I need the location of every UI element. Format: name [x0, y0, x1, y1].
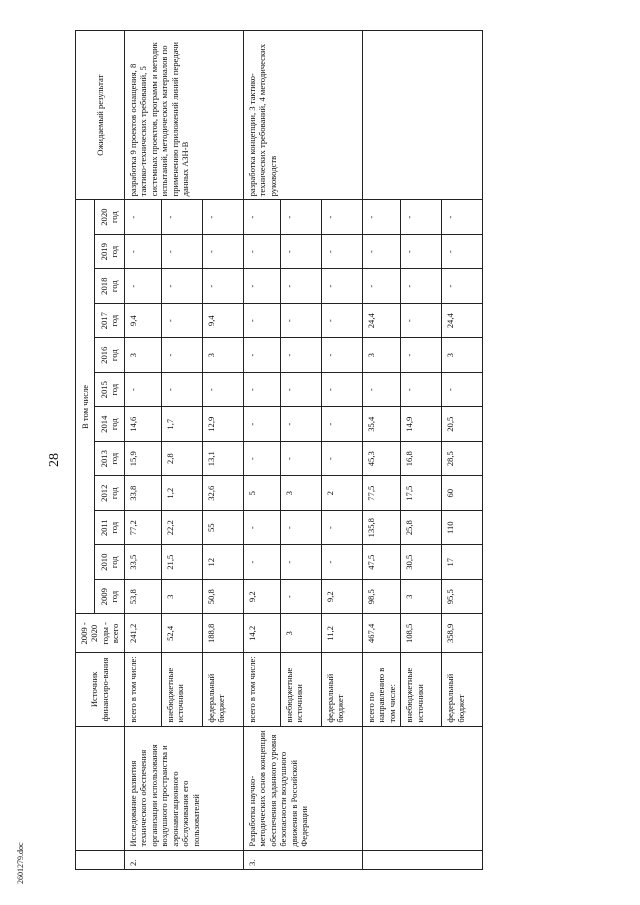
header-year: 2009 год	[94, 579, 124, 614]
year-value: -	[280, 579, 321, 614]
year-value: 17,5	[401, 476, 442, 511]
total-value: 14,2	[243, 614, 280, 653]
expected-result	[362, 31, 482, 200]
funding-source: внебюджетные источники	[280, 653, 321, 726]
financing-table	[75, 30, 483, 870]
row-number	[362, 850, 482, 869]
header-year: 2019 год	[94, 234, 124, 269]
year-value: -	[280, 441, 321, 476]
header-year: 2011 год	[94, 510, 124, 545]
year-value: -	[124, 234, 161, 269]
year-value: 60	[442, 476, 483, 511]
year-value: -	[243, 303, 280, 338]
year-value: 47,5	[362, 545, 400, 580]
year-value: 35,4	[362, 407, 400, 442]
total-value: 188,8	[202, 614, 243, 653]
year-value: -	[321, 200, 362, 235]
year-value: 17	[442, 545, 483, 580]
year-value: -	[243, 234, 280, 269]
year-value: -	[243, 338, 280, 373]
year-value: -	[243, 200, 280, 235]
year-value: -	[280, 303, 321, 338]
year-value: 33,5	[124, 545, 161, 580]
header-year: 2010 год	[94, 545, 124, 580]
funding-source: федеральный бюджет	[202, 653, 243, 726]
header-year: 2015 год	[94, 372, 124, 407]
year-value: -	[161, 200, 202, 235]
year-value: -	[161, 269, 202, 304]
header-year: 2017 год	[94, 303, 124, 338]
year-value: 9,4	[202, 303, 243, 338]
header-year: 2016 год	[94, 338, 124, 373]
year-value: -	[202, 269, 243, 304]
page-number: 28	[47, 453, 62, 467]
year-value: -	[243, 441, 280, 476]
year-value: 1,7	[161, 407, 202, 442]
year-value: 24,4	[442, 303, 483, 338]
funding-source: всего в том числе:	[124, 653, 161, 726]
funding-source: федеральный бюджет	[442, 653, 483, 726]
year-value: -	[321, 338, 362, 373]
year-value: -	[280, 407, 321, 442]
year-value: 14,9	[401, 407, 442, 442]
year-value: 3	[161, 579, 202, 614]
year-value: 12,9	[202, 407, 243, 442]
document-id: 2601279.doc	[16, 842, 25, 884]
funding-source: внебюджетные источники	[161, 653, 202, 726]
header-including: В том числе	[76, 200, 95, 614]
year-value: -	[442, 269, 483, 304]
year-value: -	[321, 303, 362, 338]
year-value: -	[442, 200, 483, 235]
year-value: -	[161, 303, 202, 338]
year-value: -	[401, 303, 442, 338]
year-value: 55	[202, 510, 243, 545]
year-value: -	[202, 234, 243, 269]
header-source: Источник финансиро-вания	[76, 653, 125, 726]
header-name	[76, 726, 125, 850]
year-value: -	[321, 269, 362, 304]
year-value: 2	[321, 476, 362, 511]
year-value: 45,3	[362, 441, 400, 476]
year-value: 9,2	[243, 579, 280, 614]
year-value: -	[321, 372, 362, 407]
year-value: -	[442, 234, 483, 269]
total-value: 11,2	[321, 614, 362, 653]
year-value: 12	[202, 545, 243, 580]
expected-result: разработка 9 проектов оснащения, 8 тактико-технических требований, 5 системных проектов, программ и методик испытаний, методических материалов по применению приложений линий передачи данных АЗН-В	[124, 31, 243, 200]
year-value: 28,5	[442, 441, 483, 476]
year-value: -	[161, 234, 202, 269]
table-row	[243, 31, 280, 870]
year-value: -	[280, 338, 321, 373]
year-value: -	[362, 372, 400, 407]
year-value: -	[243, 545, 280, 580]
year-value: 30,5	[401, 545, 442, 580]
header-row-1	[76, 31, 95, 870]
year-value: 5	[243, 476, 280, 511]
year-value: 25,8	[401, 510, 442, 545]
expected-result: разработка концепции, 3 тактико-технических требований, 4 методических руководств	[243, 31, 362, 200]
year-value: 20,5	[442, 407, 483, 442]
year-value: 3	[280, 476, 321, 511]
year-value: 3	[124, 338, 161, 373]
year-value: 14,6	[124, 407, 161, 442]
year-value: 3	[442, 338, 483, 373]
year-value: -	[401, 234, 442, 269]
year-value: 15,9	[124, 441, 161, 476]
year-value: -	[401, 269, 442, 304]
year-value: 77,5	[362, 476, 400, 511]
year-value: 22,2	[161, 510, 202, 545]
funding-source: всего по направлению в том числе:	[362, 653, 400, 726]
year-value: 9,4	[124, 303, 161, 338]
header-year: 2020 год	[94, 200, 124, 235]
year-value: -	[124, 269, 161, 304]
year-value: 21,5	[161, 545, 202, 580]
table-row	[124, 31, 161, 870]
year-value: 50,8	[202, 579, 243, 614]
year-value: 16,8	[401, 441, 442, 476]
year-value: 95,5	[442, 579, 483, 614]
total-value: 3	[280, 614, 321, 653]
year-value: -	[362, 269, 400, 304]
year-value: 24,4	[362, 303, 400, 338]
year-value: -	[280, 234, 321, 269]
year-value: 110	[442, 510, 483, 545]
year-value: -	[161, 372, 202, 407]
year-value: -	[442, 372, 483, 407]
funding-source: внебюджетные источники	[401, 653, 442, 726]
year-value: -	[401, 372, 442, 407]
rotated-table-wrapper	[75, 30, 620, 870]
year-value: -	[362, 234, 400, 269]
year-value: -	[321, 545, 362, 580]
year-value: -	[280, 545, 321, 580]
year-value: -	[362, 200, 400, 235]
year-value: -	[280, 269, 321, 304]
total-value: 108,5	[401, 614, 442, 653]
year-value: -	[243, 407, 280, 442]
total-value: 241,2	[124, 614, 161, 653]
year-value: 33,8	[124, 476, 161, 511]
year-value: 32,6	[202, 476, 243, 511]
header-year: 2014 год	[94, 407, 124, 442]
activity-name: Разработка научно-методических основ концепции обеспечения заданного уровня безопасности воздушного движения в Российской Федерации	[243, 726, 362, 850]
header-num	[76, 850, 125, 869]
year-value: -	[321, 234, 362, 269]
year-value: -	[124, 200, 161, 235]
header-year: 2012 год	[94, 476, 124, 511]
year-value: 3	[362, 338, 400, 373]
table-row	[362, 31, 400, 870]
header-year: 2013 год	[94, 441, 124, 476]
year-value: -	[202, 372, 243, 407]
year-value: 9,2	[321, 579, 362, 614]
total-value: 358,9	[442, 614, 483, 653]
year-value: -	[321, 441, 362, 476]
year-value: 2,8	[161, 441, 202, 476]
header-year: 2018 год	[94, 269, 124, 304]
year-value: 3	[401, 579, 442, 614]
row-number: 2.	[124, 850, 243, 869]
funding-source: федеральный бюджет	[321, 653, 362, 726]
activity-name	[362, 726, 482, 850]
year-value: -	[243, 269, 280, 304]
year-value: 3	[202, 338, 243, 373]
year-value: -	[124, 372, 161, 407]
header-total: 2009 - 2020 годы - всего	[76, 614, 125, 653]
year-value: 1,2	[161, 476, 202, 511]
year-value: -	[280, 200, 321, 235]
year-value: -	[321, 510, 362, 545]
row-number: 3.	[243, 850, 362, 869]
year-value: -	[161, 338, 202, 373]
year-value: -	[202, 200, 243, 235]
year-value: 53,8	[124, 579, 161, 614]
year-value: -	[243, 372, 280, 407]
table-body	[124, 31, 482, 870]
year-value: -	[321, 407, 362, 442]
total-value: 467,4	[362, 614, 400, 653]
total-value: 52,4	[161, 614, 202, 653]
year-value: -	[401, 200, 442, 235]
year-value: 98,5	[362, 579, 400, 614]
year-value: -	[280, 372, 321, 407]
year-value: 135,8	[362, 510, 400, 545]
activity-name: Исследование развития технического обеспечения организации использования воздушного пространства и аэронавигационного обслуживания его пользователей	[124, 726, 243, 850]
header-result: Ожидаемый результат	[76, 31, 125, 200]
year-value: 77,2	[124, 510, 161, 545]
funding-source: всего в том числе:	[243, 653, 280, 726]
year-value: -	[280, 510, 321, 545]
year-value: -	[401, 338, 442, 373]
year-value: 13,1	[202, 441, 243, 476]
year-value: -	[243, 510, 280, 545]
